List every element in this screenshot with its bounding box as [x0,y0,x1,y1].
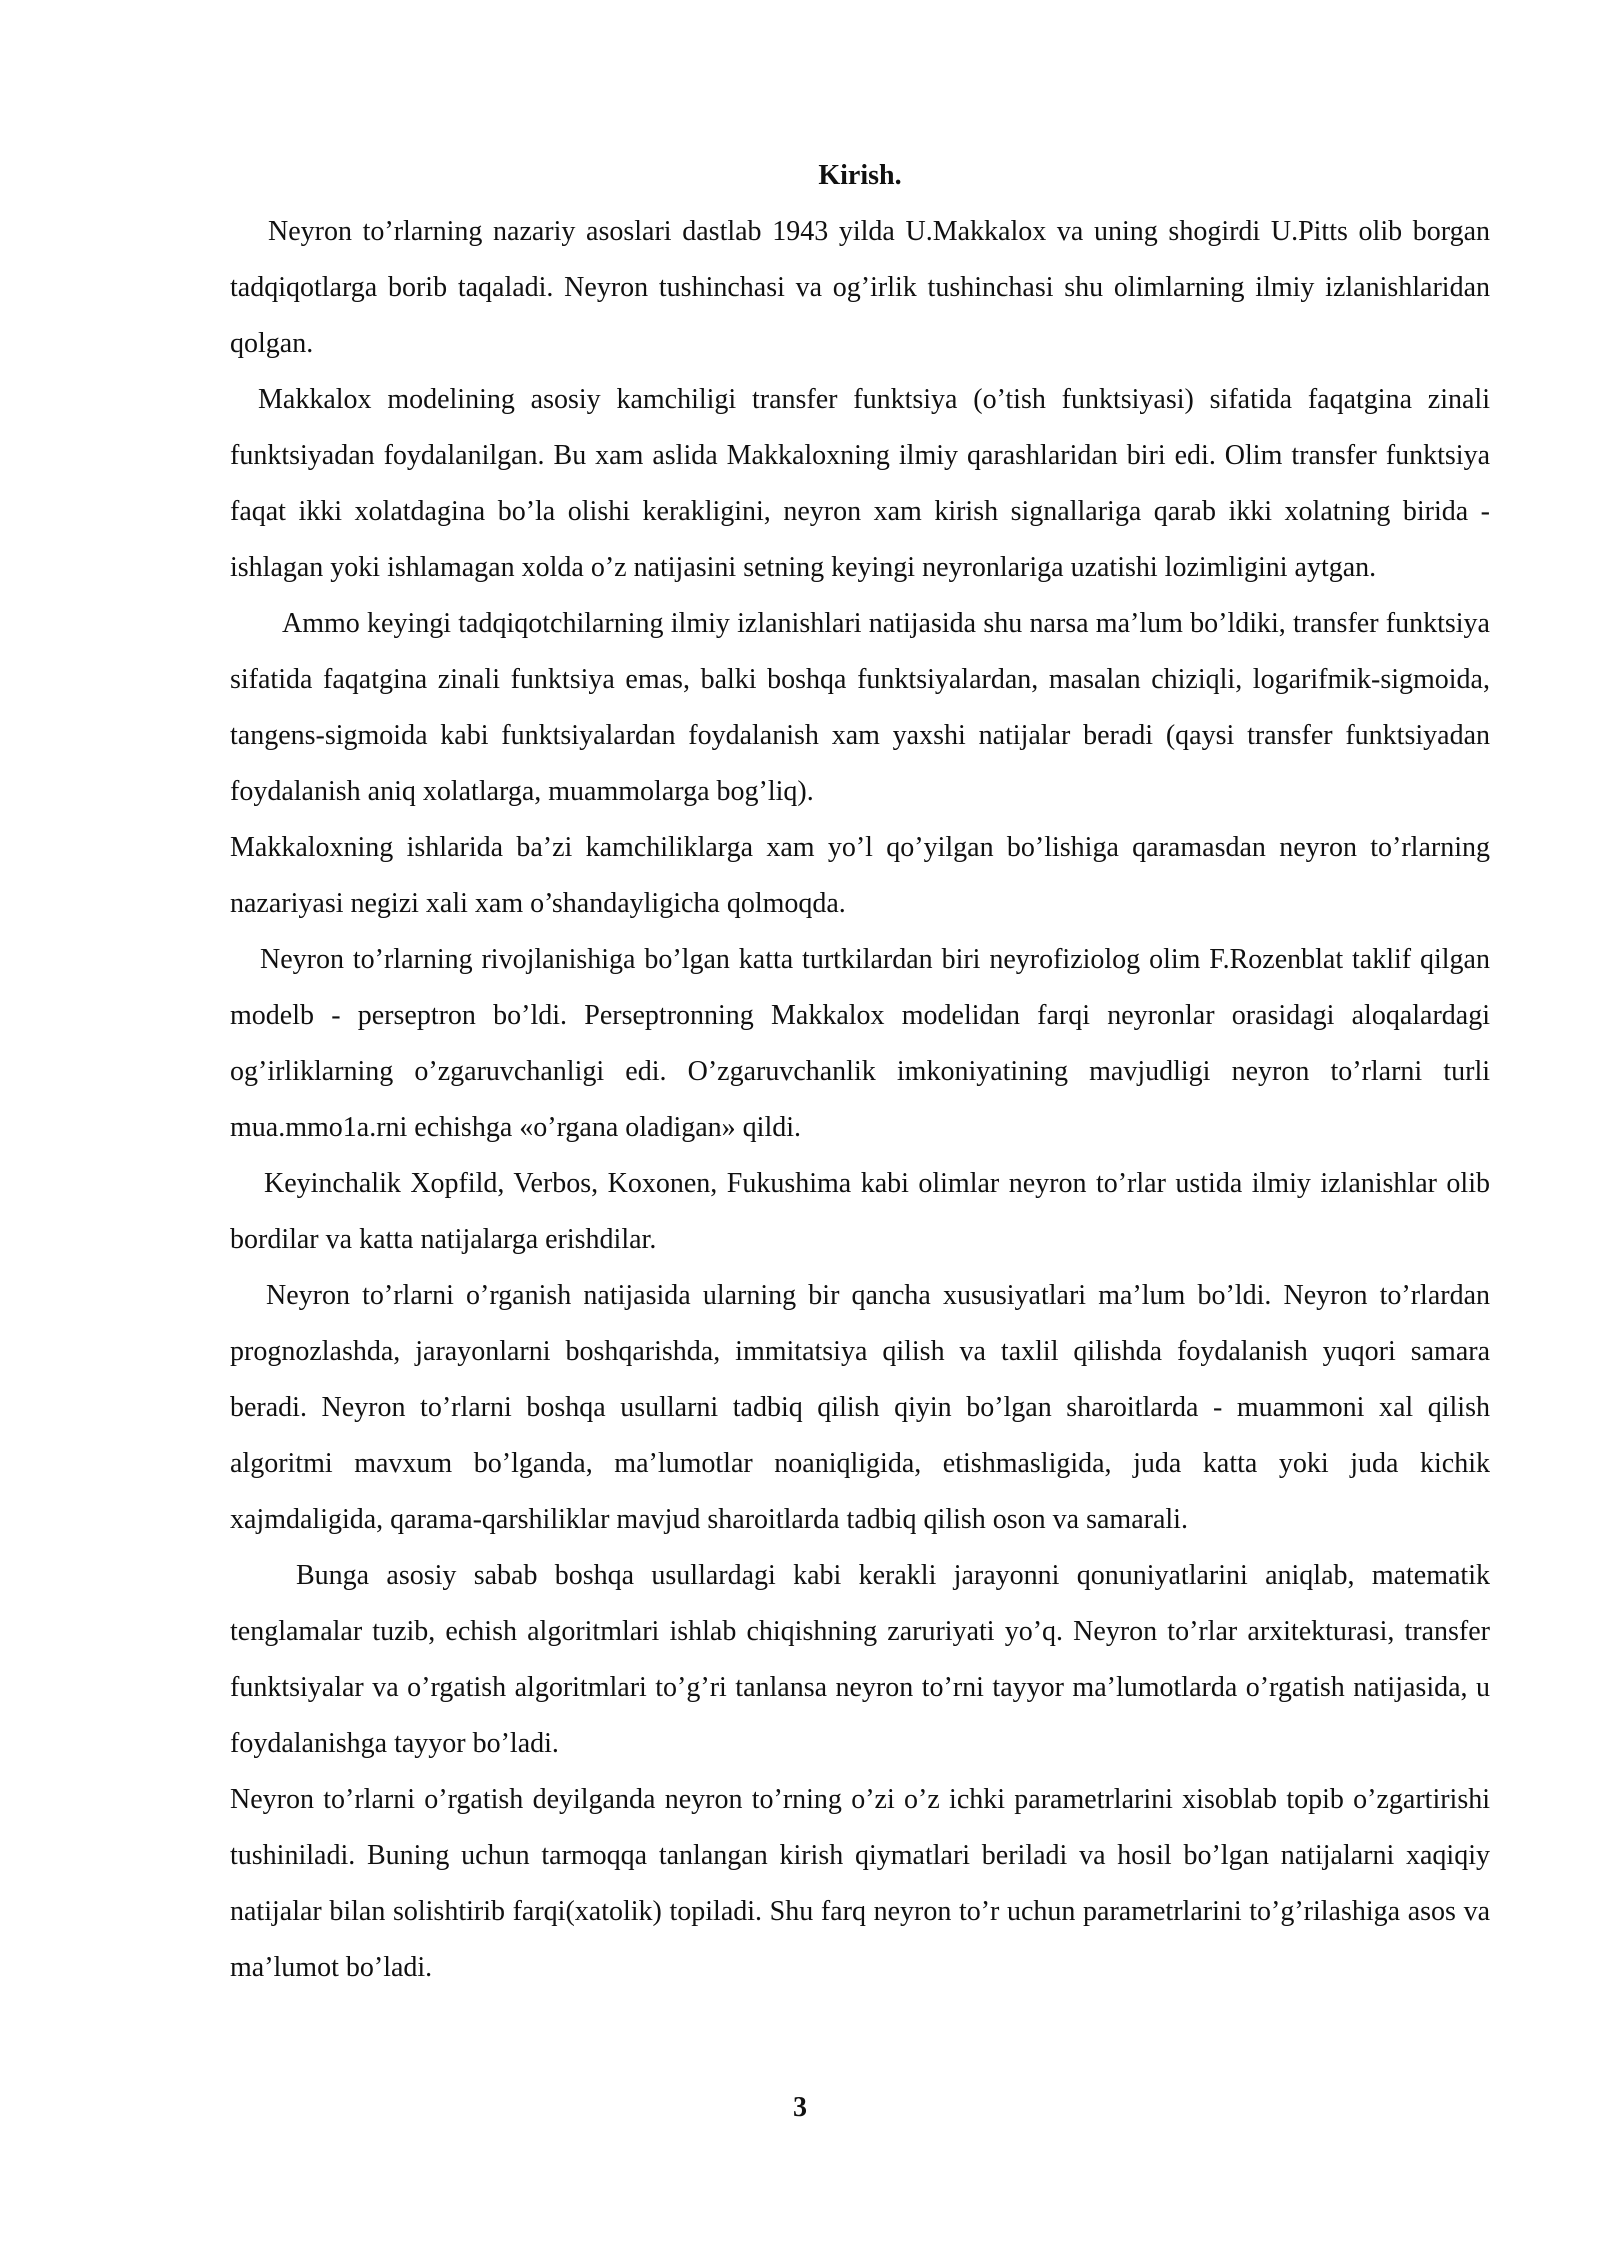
paragraph-9: Neyron to’rlarni o’rgatish deyilganda neyron to’rning o’zi o’z ichki parametrlarini xisoblab topib o’zgartirishi tushiniladi. Buning uchun tarmoqqa tanlangan kirish qiymatlari beriladi va hosil bo’lgan natijalarni xaqiqiy natijalar bilan solishtirib farqi(xatolik) topiladi. Shu farq neyron to’r uchun parametrlarini to’g’rilashiga asos va ma’lumot bo’ladi. [230,1784,1490,1983]
section-title: Kirish. [818,160,902,191]
paragraph-1: Neyron to’rlarning nazariy asoslari dastlab 1943 yilda U.Makkalox va uning shogirdi U.Pitts olib borgan tadqiqotlarga borib taqaladi. Neyron tushinchasi va og’irlik tushinchasi shu olimlarning ilmiy izlanishlaridan qolgan. [230,216,1490,359]
paragraph-2: Makkalox modelining asosiy kamchiligi transfer funktsiya (o’tish funktsiyasi) sifatida faqatgina zinali funktsiyadan foydalanilgan. Bu xam aslida Makkaloxning ilmiy qarashlaridan biri edi. Olim transfer funktsiya faqat ikki xolatdagina bo’la olishi kerakligini, neyron xam kirish signallariga qarab ikki xolatning birida - ishlagan yoki ishlamagan xolda o’z natijasini setning keyingi neyronlariga uzatishi lozimligini aytgan. [230,384,1490,583]
paragraph-6: Keyinchalik Xopfild, Verbos, Koxonen, Fukushima kabi olimlar neyron to’rlar ustida ilmiy izlanishlar olib bordilar va katta natijalarga erishdilar. [230,1168,1490,1255]
paragraph-8: Bunga asosiy sabab boshqa usullardagi kabi kerakli jarayonni qonuniyatlarini aniqlab, matematik tenglamalar tuzib, echish algoritmlari ishlab chiqishning zaruriyati yo’q. Neyron to’rlar arxitekturasi, transfer funktsiyalar va o’rgatish algoritmlari to’g’ri tanlansa neyron to’rni tayyor ma’lumotlarda o’rgatish natijasida, u foydalanishga tayyor bo’ladi. [230,1560,1490,1759]
document-body [230,148,1490,1996]
paragraph-4: Makkaloxning ishlarida ba’zi kamchiliklarga xam yo’l qo’yilgan bo’lishiga qaramasdan neyron to’rlarning nazariyasi negizi xali xam o’shandayligicha qolmoqda. [230,832,1490,919]
paragraph-5: Neyron to’rlarning rivojlanishiga bo’lgan katta turtkilardan biri neyrofiziolog olim F.Rozenblat taklif qilgan modelb - perseptron bo’ldi. Perseptronning Makkalox modelidan farqi neyronlar orasidagi aloqalardagi og’irliklarning o’zgaruvchanligi edi. O’zgaruvchanlik imkoniyatining mavjudligi neyron to’rlarni turli mua.mmo1a.rni echishga «o’rgana oladigan» qildi. [230,944,1490,1143]
paragraph-7: Neyron to’rlarni o’rganish natijasida ularning bir qancha xususiyatlari ma’lum bo’ldi. Neyron to’rlardan prognozlashda, jarayonlarni boshqarishda, immitatsiya qilish va taxlil qilishda foydalanish yuqori samara beradi. Neyron to’rlarni boshqa usullarni tadbiq qilish qiyin bo’lgan sharoitlarda - muammoni xal qilish algoritmi mavxum bo’lganda, ma’lumotlar noaniqligida, etishmasligida, juda katta yoki juda kichik xajmdaligida, qarama-qarshiliklar mavjud sharoitlarda tadbiq qilish oson va samarali. [230,1280,1490,1535]
page-number: 3 [793,2092,807,2123]
paragraph-3: Ammo keyingi tadqiqotchilarning ilmiy izlanishlari natijasida shu narsa ma’lum bo’ldiki, transfer funktsiya sifatida faqatgina zinali funktsiya emas, balki boshqa funktsiyalardan, masalan chiziqli, logarifmik-sigmoida, tangens-sigmoida kabi funktsiyalardan foydalanish xam yaxshi natijalar beradi (qaysi transfer funktsiyadan foydalanish aniq xolatlarga, muammolarga bog’liq). [230,608,1490,807]
